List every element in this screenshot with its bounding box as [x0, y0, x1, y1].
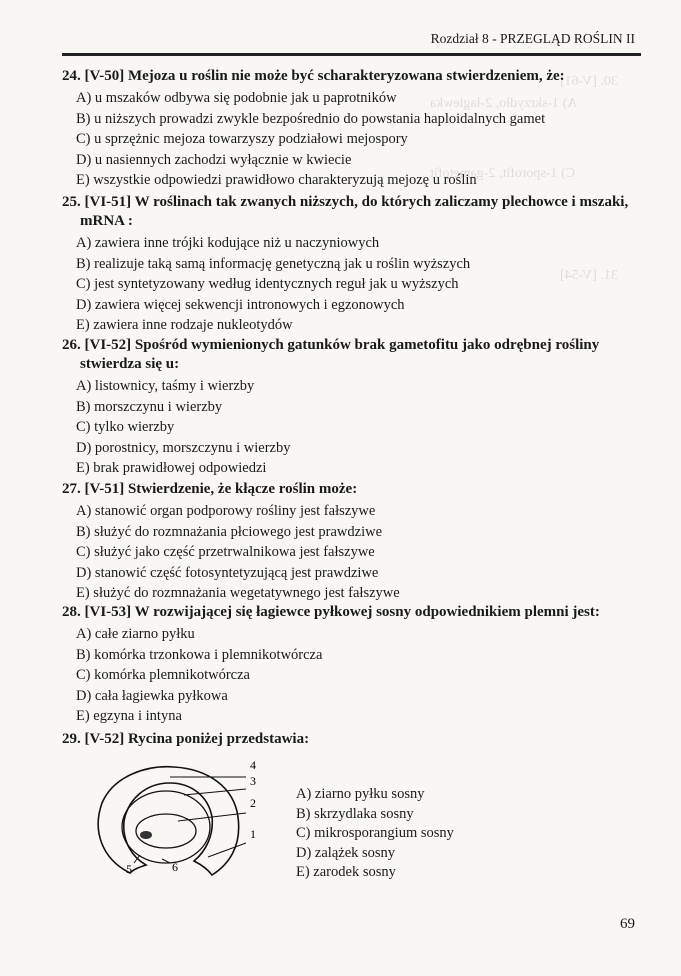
question-title: 24. [V-50] Mejoza u roślin nie może być scharakteryzowana stwierdzeniem, że:	[62, 68, 565, 84]
egg-cell	[140, 831, 152, 839]
answer-option: B) realizuje taką samą informację genetyczną jak u roślin wyższych	[76, 255, 471, 272]
answer-option: C) jest syntetyzowany według identycznych reguł jak u wyższych	[76, 276, 459, 292]
question-24	[62, 67, 644, 191]
answer-option: B) morszczynu i wierzby	[76, 398, 223, 415]
answer-option: C) mikrosporangium sosny	[296, 825, 454, 841]
answer-option: E) wszystkie odpowiedzi prawidłowo charakteryzują mejozę u roślin	[76, 172, 477, 188]
answer-option: E) egzyna i intyna	[76, 708, 182, 724]
answer-option: D) porostnicy, morszczynu i wierzby	[76, 439, 291, 456]
answer-option: B) u niższych prowadzi zwykle bezpośrednio do powstania haploidalnych gamet	[76, 110, 546, 127]
answer-option: A) u mszaków odbywa się podobnie jak u paprotników	[76, 90, 397, 106]
bleed-through-text: A) 1-skrzydło, 2-łagiewka	[430, 96, 578, 111]
question-29-options	[296, 785, 454, 883]
bleed-through-text: 30. [V-61]	[560, 74, 618, 89]
answer-option: D) cała łagiewka pyłkowa	[76, 687, 228, 704]
figure-label-4: 4	[250, 758, 256, 772]
answer-option: A) stanowić organ podporowy rośliny jest fałszywe	[76, 503, 376, 519]
question-28	[62, 603, 644, 727]
question-title: 25. [VI-51] W roślinach tak zwanych niższych, do których zaliczamy plechowce i mszaki, mRNA :	[62, 194, 629, 229]
answer-option: C) komórka plemnikotwórcza	[76, 667, 250, 683]
question-27	[62, 480, 644, 604]
answer-option: A) ziarno pyłku sosny	[296, 786, 425, 802]
answer-option: B) skrzydlaka sosny	[296, 805, 414, 822]
figure-label-1: 1	[250, 827, 256, 841]
embryo-sac	[136, 814, 196, 848]
question-title: 28. [VI-53] W rozwijającej się łagiewce pyłkowej sosny odpowiednikiem plemni jest:	[62, 604, 600, 620]
figure-label-3: 3	[250, 774, 256, 788]
answer-option: D) zalążek sosny	[296, 844, 396, 861]
question-29	[62, 730, 644, 749]
answer-option: B) komórka trzonkowa i plemnikotwórcza	[76, 646, 323, 663]
answer-option: D) u nasiennych zachodzi wyłącznie w kwiecie	[76, 151, 352, 168]
answer-option: E) zawiera inne rodzaje nukleotydów	[76, 317, 293, 333]
question-title: 29. [V-52] Rycina poniżej przedstawia:	[62, 731, 310, 747]
header-divider	[62, 53, 641, 56]
answer-option: C) służyć jako część przetrwalnikowa jest fałszywe	[76, 544, 375, 560]
figure-label-6: 6	[172, 860, 178, 874]
chapter-header: Rozdział 8 - PRZEGLĄD ROŚLIN II	[430, 31, 635, 46]
integument-outline	[98, 767, 238, 875]
answer-option: D) zawiera więcej sekwencji intronowych i egzonowych	[76, 296, 405, 313]
answer-option: A) listownicy, taśmy i wierzby	[76, 378, 255, 394]
nucellus	[122, 791, 210, 863]
answer-option: A) zawiera inne trójki kodujące niż u naczyniowych	[76, 235, 380, 251]
ovule-diagram	[66, 755, 286, 890]
bleed-through-text: C) 1-sporofit, 2-gametofit	[430, 166, 576, 181]
answer-option: B) służyć do rozmnażania płciowego jest prawdziwe	[76, 523, 383, 540]
answer-option: E) służyć do rozmnażania wegetatywnego jest fałszywe	[76, 585, 400, 601]
question-26	[62, 336, 644, 479]
answer-option: C) u sprzężnic mejoza towarzyszy podziałowi mejospory	[76, 131, 408, 147]
bleed-through-text: 31. [V-54]	[560, 268, 618, 283]
answer-option: C) tylko wierzby	[76, 419, 175, 435]
figure-label-2: 2	[250, 796, 256, 810]
figure-label-5: 5	[126, 862, 132, 876]
leader-line-1	[208, 843, 246, 857]
answer-option: D) stanowić część fotosyntetyzującą jest prawdziwe	[76, 564, 379, 581]
question-25	[62, 193, 644, 336]
question-title: 26. [VI-52] Spośród wymienionych gatunków brak gametofitu jako odrębnej rośliny stwierdza się u:	[62, 337, 600, 372]
answer-option: E) brak prawidłowej odpowiedzi	[76, 460, 267, 476]
answer-option: E) zarodek sosny	[296, 864, 396, 880]
page-number: 69	[620, 916, 635, 932]
answer-option: A) całe ziarno pyłku	[76, 626, 195, 642]
question-title: 27. [V-51] Stwierdzenie, że kłącze roślin może:	[62, 481, 358, 497]
